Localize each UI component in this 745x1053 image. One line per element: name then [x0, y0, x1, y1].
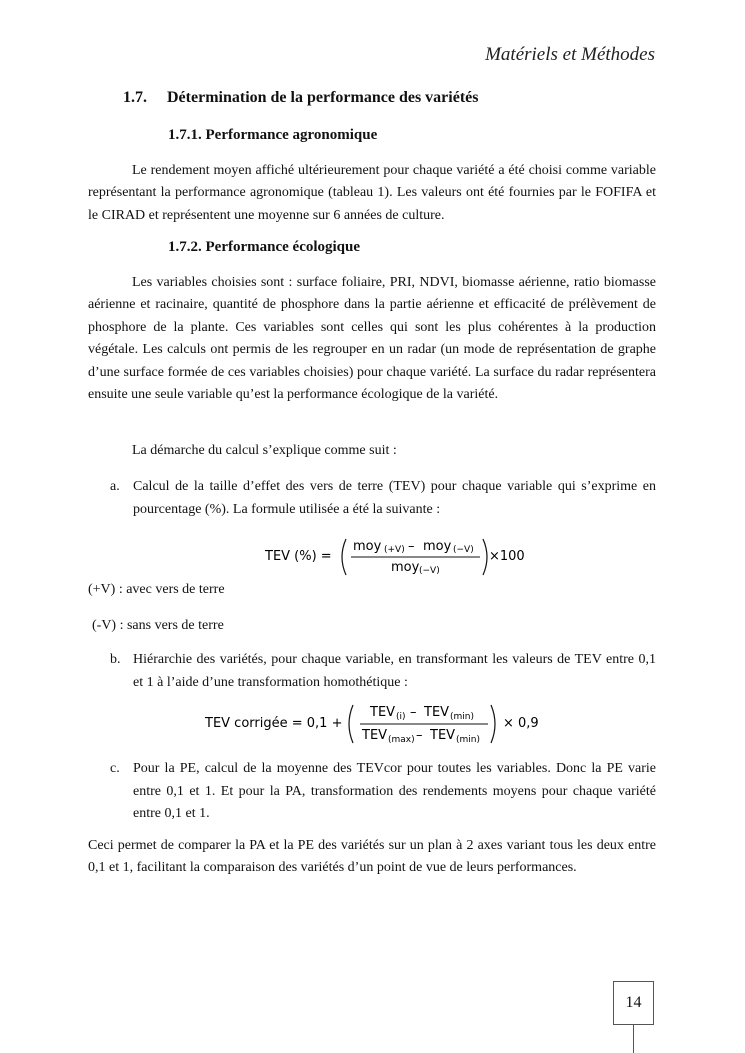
paragraph-agronomic: Le rendement moyen affiché ultérieurement pour chaque variété a été choisi comme variable représentant la performance agronomique (tableau 1). Les valeurs ont été fournies par le FOFIFA et le CIRAD et représentent une moyenne sur 6 années de culture.: [88, 163, 656, 223]
tev-corrected-formula: [200, 699, 545, 749]
running-header: Matériels et Méthodes: [485, 44, 655, 65]
left-paren: [342, 539, 346, 575]
formula-n1-sub: (i): [396, 712, 406, 722]
formula-d1: TEV: [362, 728, 388, 743]
formula-sub-b: (−V): [453, 545, 474, 555]
conclusion-paragraph: Ceci permet de comparer la PA et la PE des variétés sur un plan à 2 axes variant tous les deux entre 0,1 et 1, facilitant la comparaison des variétés d’un point de vue de leurs performances.: [88, 838, 656, 876]
formula-num-b: moy: [423, 539, 452, 554]
formula-sub-a: (+V): [384, 545, 405, 555]
formula-den-sub: (−V): [419, 566, 440, 576]
formula-lhs: TEV (%) =: [265, 549, 332, 564]
right-paren: [491, 705, 495, 743]
list-item: [100, 476, 656, 521]
left-paren: [349, 705, 353, 743]
formula-d2-sub: (min): [456, 735, 480, 745]
formula-minus-den: –: [416, 728, 423, 743]
formula-d1-sub: (max): [388, 735, 415, 745]
list-item: [100, 649, 656, 694]
section-heading: [123, 89, 478, 107]
legend-minus-v: (-V) : sans vers de terre: [92, 618, 224, 633]
procedure-intro: La démarche du calcul s’explique comme suit :: [132, 443, 397, 458]
formula-rhs: ×100: [489, 549, 525, 564]
list-item-text: Pour la PE, calcul de la moyenne des TEVcor pour toutes les variables. Donc la PE varie entre 0,1 et 1. Et pour la PA, transformation des rendements moyens pour chaque variété entre 0,1 et 1.: [133, 761, 656, 822]
section-number: 1.7.: [123, 89, 147, 106]
list-item: [100, 758, 656, 826]
formula-d2: TEV: [430, 728, 456, 743]
formula-num-a: moy: [353, 539, 382, 554]
formula-minus: –: [410, 705, 417, 720]
list-item-letter: b.: [110, 652, 121, 667]
page-number-rule: [633, 1025, 634, 1053]
page-number: 14: [613, 981, 654, 1025]
list-item-text: Hiérarchie des variétés, pour chaque variable, en transformant les valeurs de TEV entre 0,1 et 1 à l’aide d’une transformation homothétique :: [133, 652, 656, 690]
list-item-letter: a.: [110, 479, 120, 494]
legend-plus-v: (+V) : avec vers de terre: [88, 582, 225, 597]
section-title: Détermination de la performance des variétés: [167, 89, 479, 106]
right-paren: [483, 539, 487, 575]
formula-n1: TEV: [370, 705, 396, 720]
formula-rhs: × 0,9: [503, 716, 539, 731]
tev-formula: [260, 533, 530, 581]
subsection-heading-agronomic: 1.7.1. Performance agronomique: [168, 127, 378, 143]
paragraph-ecological: Les variables choisies sont : surface foliaire, PRI, NDVI, biomasse aérienne, ratio biomasse aérienne et racinaire, quantité de phosphore dans la partie aérienne et efficacité de prélèvement de phosphore de la plante. Ces variables sont celles qui sont les plus cohérentes à la production végétale. Les calculs ont permis de les regrouper en un radar (un mode de représentation de graphe d’une surface formée de ces variables choisies) pour chaque variété. La surface du radar représentera ensuite une seule variable qu’est la performance écologique de la variété.: [88, 275, 656, 403]
formula-n2-sub: (min): [450, 712, 474, 722]
formula-den: moy: [391, 560, 420, 575]
list-item-text: Calcul de la taille d’effet des vers de terre (TEV) pour chaque variable qui s’exprime en pourcentage (%). La formule utilisée a été la suivante :: [133, 479, 656, 517]
list-item-letter: c.: [110, 761, 120, 776]
formula-lhs: TEV corrigée = 0,1 +: [205, 716, 343, 731]
subsection-heading-ecological: 1.7.2. Performance écologique: [168, 239, 361, 255]
formula-n2: TEV: [424, 705, 450, 720]
formula-minus: –: [408, 539, 415, 554]
